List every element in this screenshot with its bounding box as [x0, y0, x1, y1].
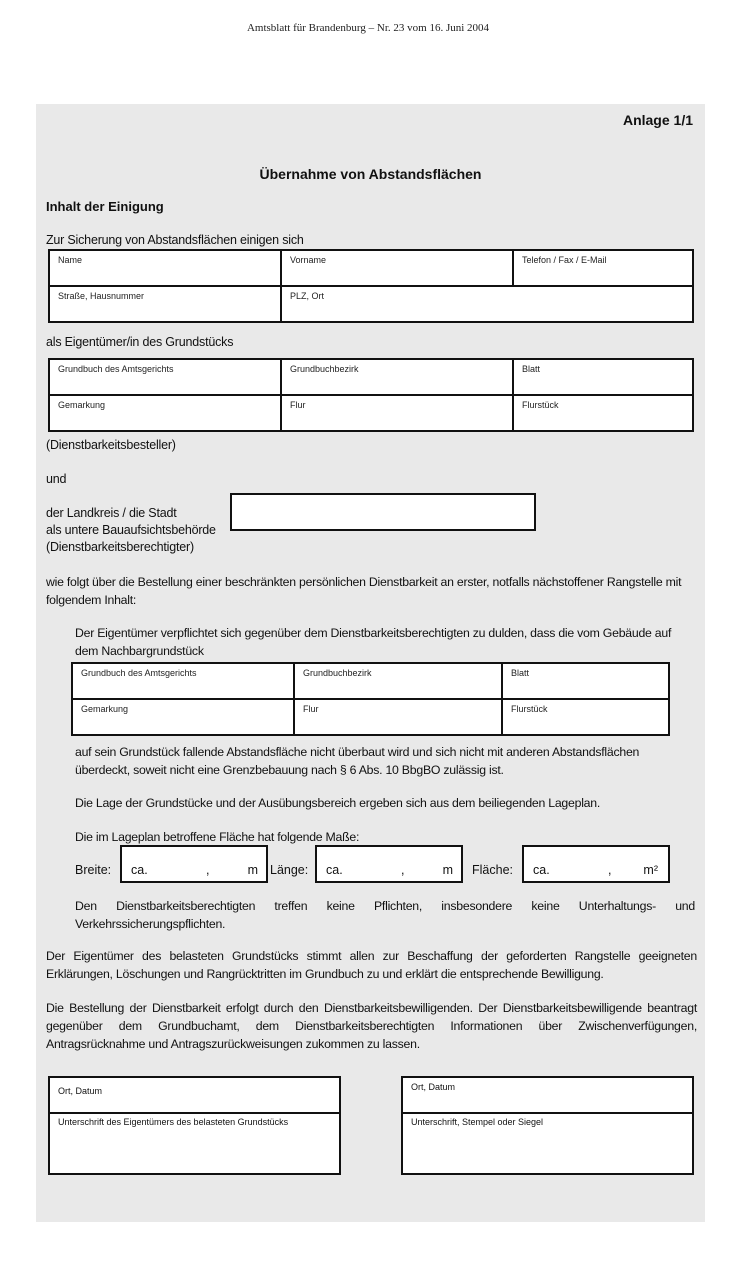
- field-zip-city[interactable]: PLZ, Ort: [281, 286, 693, 322]
- form-title: Übernahme von Abstandsflächen: [259, 166, 482, 182]
- parties-table: [48, 249, 694, 323]
- area-label: Fläche:: [472, 863, 513, 877]
- field-land-register-district[interactable]: Grundbuchbezirk: [281, 359, 513, 395]
- annex-label: Anlage 1/1: [622, 112, 693, 128]
- consent-text: Der Eigentümer des belasteten Grundstücks stimmt allen zur Beschaffung der geforderten Rangstelle geeigneten Erklärungen, Löschungen und Rangrücktritten im Grundbuch zu und erklärt die entsprechende Bewilligung.: [46, 949, 697, 981]
- owner-label: als Eigentümer/in des Grundstücks: [46, 335, 234, 349]
- field-neighbor-cadastral-district[interactable]: Gemarkung: [72, 699, 294, 735]
- length-input[interactable]: [315, 845, 463, 883]
- obligation-text: Der Eigentümer verpflichtet sich gegenüber dem Dienstbarkeitsberechtigten zu dulden, dass die vom Gebäude auf dem Nachbargrundstück: [75, 626, 672, 658]
- owner-place-date-field[interactable]: Ort, Datum: [50, 1078, 339, 1114]
- signature-box-owner: [48, 1076, 341, 1175]
- area-separator: ,: [608, 863, 612, 877]
- area-unit: m²: [643, 863, 658, 877]
- field-street[interactable]: Straße, Hausnummer: [49, 286, 281, 322]
- authority-signature-field[interactable]: Unterschrift, Stempel oder Siegel: [411, 1117, 544, 1127]
- section-heading: Inhalt der Einigung: [46, 199, 164, 214]
- field-contact[interactable]: Telefon / Fax / E-Mail: [513, 250, 693, 286]
- field-neighbor-parcel[interactable]: Flurstück: [502, 699, 669, 735]
- owner-signature-field[interactable]: Unterschrift des Eigentümers des belasteten Grundstücks: [58, 1117, 289, 1127]
- measures-intro: Die im Lageplan betroffene Fläche hat folgende Maße:: [75, 830, 360, 844]
- area-input[interactable]: [522, 845, 670, 883]
- field-name[interactable]: Name: [49, 250, 281, 286]
- field-neighbor-land-register-district[interactable]: Grundbuchbezirk: [294, 663, 502, 699]
- order-text: Die Bestellung der Dienstbarkeit erfolgt durch den Dienstbarkeitsbewilligenden. Der Dienstbarkeitsbewilligende beantragt gegenüber dem Grundbuchamt, dem Dienstbarkeitsberechtigten Informationen über Zwischenverfügungen, Antragsrücknahme und Antragszurückweisungen zukommen zu lassen.: [46, 1001, 697, 1051]
- field-land-register-court[interactable]: Grundbuch des Amtsgerichts: [49, 359, 281, 395]
- field-corridor[interactable]: Flur: [281, 395, 513, 431]
- authority-place-date-field[interactable]: Ort, Datum: [403, 1078, 692, 1114]
- field-neighbor-corridor[interactable]: Flur: [294, 699, 502, 735]
- width-prefix: ca.: [131, 863, 148, 877]
- width-input[interactable]: [120, 845, 268, 883]
- width-separator: ,: [206, 863, 210, 877]
- no-duties-text: Den Dienstbarkeitsberechtigten treffen keine Pflichten, insbesondere keine Unterhaltungs- und Verkehrssicherungspflichten.: [75, 899, 695, 931]
- form-panel: [36, 104, 705, 1222]
- authority-label-line-1: der Landkreis / die Stadt: [46, 506, 177, 520]
- field-neighbor-land-register-court[interactable]: Grundbuch des Amtsgerichts: [72, 663, 294, 699]
- intro-text: Zur Sicherung von Abstandsflächen einigen sich: [46, 233, 304, 247]
- and-label: und: [46, 472, 67, 486]
- property-table: [48, 358, 694, 432]
- field-sheet[interactable]: Blatt: [513, 359, 693, 395]
- area-prefix: ca.: [533, 863, 550, 877]
- authority-input[interactable]: [230, 493, 536, 531]
- agreement-text: wie folgt über die Bestellung einer beschränkten persönlichen Dienstbarkeit an erster, notfalls nächstoffener Rangstelle mit folgendem Inhalt:: [46, 575, 682, 607]
- field-first-name[interactable]: Vorname: [281, 250, 513, 286]
- location-text: Die Lage der Grundstücke und der Ausübungsbereich ergeben sich aus dem beiliegenden Lageplan.: [75, 796, 601, 810]
- signature-box-authority: [401, 1076, 694, 1175]
- grantor-label: (Dienstbarkeitsbesteller): [46, 438, 176, 452]
- page-header: Amtsblatt für Brandenburg – Nr. 23 vom 16. Juni 2004: [246, 22, 490, 34]
- length-unit: m: [442, 863, 453, 877]
- field-parcel[interactable]: Flurstück: [513, 395, 693, 431]
- authority-label: [46, 505, 216, 556]
- width-unit: m: [247, 863, 258, 877]
- authority-label-line-3: (Dienstbarkeitsberechtigter): [46, 540, 194, 554]
- length-prefix: ca.: [326, 863, 343, 877]
- length-separator: ,: [401, 863, 405, 877]
- field-neighbor-sheet[interactable]: Blatt: [502, 663, 669, 699]
- neighbor-property-table: [71, 662, 670, 736]
- authority-label-line-2: als untere Bauaufsichtsbehörde: [46, 523, 216, 537]
- field-cadastral-district[interactable]: Gemarkung: [49, 395, 281, 431]
- length-label: Länge:: [270, 863, 309, 877]
- width-label: Breite:: [75, 863, 112, 877]
- area-text: auf sein Grundstück fallende Abstandsfläche nicht überbaut wird und sich nicht mit anderen Abstandsflächen überdeckt, soweit nicht eine Grenzbebauung nach § 6 Abs. 10 BbgBO zulässig ist.: [75, 745, 640, 777]
